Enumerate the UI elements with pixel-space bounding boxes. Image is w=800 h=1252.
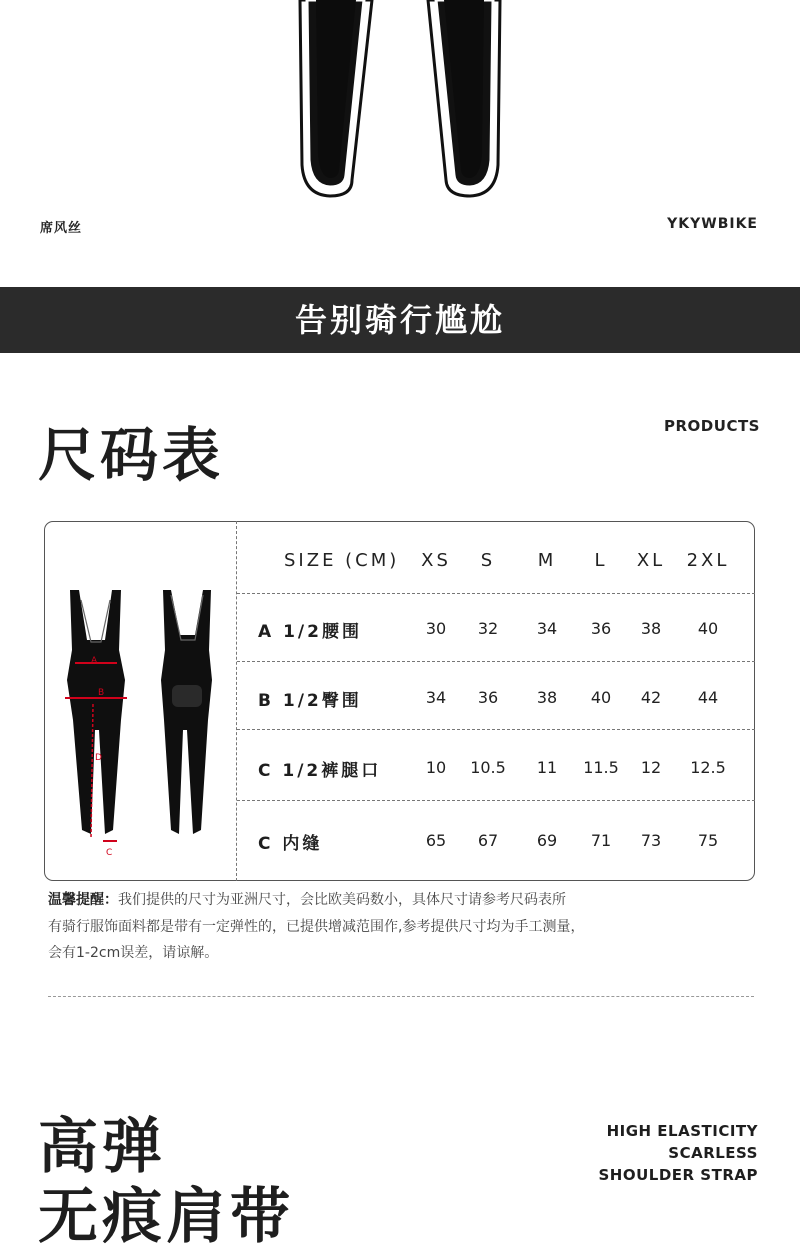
row-label-waist: A 1/2腰围 xyxy=(258,622,362,642)
feature-eng-line2: SCARLESS xyxy=(668,1144,758,1162)
table-vertical-divider xyxy=(236,521,237,881)
feature-title-line2: 无痕肩带 xyxy=(38,1182,294,1252)
section-divider xyxy=(48,996,754,997)
row-label-leg-opening: C 1/2裤腿口 xyxy=(258,761,382,781)
size-col-l: L xyxy=(594,550,608,571)
cell-value: 11.5 xyxy=(583,758,619,777)
cell-value: 10 xyxy=(425,758,447,777)
feature-title xyxy=(38,1112,294,1252)
size-chart-subtitle: PRODUCTS xyxy=(664,417,760,435)
size-header-label: SIZE (CM) xyxy=(284,550,400,571)
feature-title-line1: 高弹 xyxy=(38,1112,166,1182)
table-row-divider xyxy=(237,800,755,801)
cell-value: 36 xyxy=(477,688,499,707)
brand-chinese-logo: 席风丝 xyxy=(40,221,83,236)
cell-value: 38 xyxy=(536,688,558,707)
cell-value: 12 xyxy=(640,758,662,777)
size-chart-title: 尺码表 xyxy=(38,421,225,489)
cell-value: 65 xyxy=(425,831,447,850)
row-label-inseam: C 内缝 xyxy=(258,834,323,854)
cell-value: 44 xyxy=(697,688,719,707)
cell-value: 10.5 xyxy=(470,758,506,777)
cell-value: 69 xyxy=(536,831,558,850)
banner-title: 告别骑行尴尬 xyxy=(0,287,800,353)
brand-logo-text: YKYWBIKE xyxy=(667,216,758,232)
cell-value: 34 xyxy=(425,688,447,707)
table-row-divider xyxy=(237,593,755,594)
size-col-s: S xyxy=(480,550,496,571)
size-note-line2: 有骑行服饰面料都是带有一定弹性的，已提供增减范围作,参考提供尺寸均为手工测量， xyxy=(48,919,585,935)
note-text: 我们提供的尺寸为亚洲尺寸，会比欧美码数小，具体尺寸请参考尺码表所 xyxy=(118,892,566,908)
cell-value: 11 xyxy=(536,758,558,777)
cell-value: 30 xyxy=(425,619,447,638)
size-col-2xl: 2XL xyxy=(686,550,730,571)
cell-value: 40 xyxy=(697,619,719,638)
size-col-xl: XL xyxy=(636,550,666,571)
table-row-divider xyxy=(237,661,755,662)
feature-eng-line3: SHOULDER STRAP xyxy=(598,1166,758,1184)
cell-value: 75 xyxy=(697,831,719,850)
cell-value: 34 xyxy=(536,619,558,638)
note-label: 温馨提醒： xyxy=(48,892,118,908)
cell-value: 73 xyxy=(640,831,662,850)
table-row-divider xyxy=(237,729,755,730)
size-col-xs: XS xyxy=(421,550,451,571)
cell-value: 36 xyxy=(590,619,612,638)
size-note-line1 xyxy=(48,887,748,914)
cell-value: 32 xyxy=(477,619,499,638)
size-col-m: M xyxy=(537,550,557,571)
bib-tights-figure xyxy=(55,580,230,860)
cell-value: 67 xyxy=(477,831,499,850)
marker-c: C xyxy=(106,848,113,858)
marker-d: D xyxy=(95,753,102,763)
marker-a: A xyxy=(91,656,98,666)
cell-value: 38 xyxy=(640,619,662,638)
tights-legs-illustration xyxy=(0,0,800,210)
size-note-line3: 会有1-2cm误差，请谅解。 xyxy=(48,945,219,961)
cell-value: 40 xyxy=(590,688,612,707)
cell-value: 42 xyxy=(640,688,662,707)
row-label-hip: B 1/2臀围 xyxy=(258,691,362,711)
cell-value: 12.5 xyxy=(690,758,726,777)
marker-b: B xyxy=(98,688,105,698)
cell-value: 71 xyxy=(590,831,612,850)
feature-eng-line1: HIGH ELASTICITY xyxy=(606,1122,758,1140)
